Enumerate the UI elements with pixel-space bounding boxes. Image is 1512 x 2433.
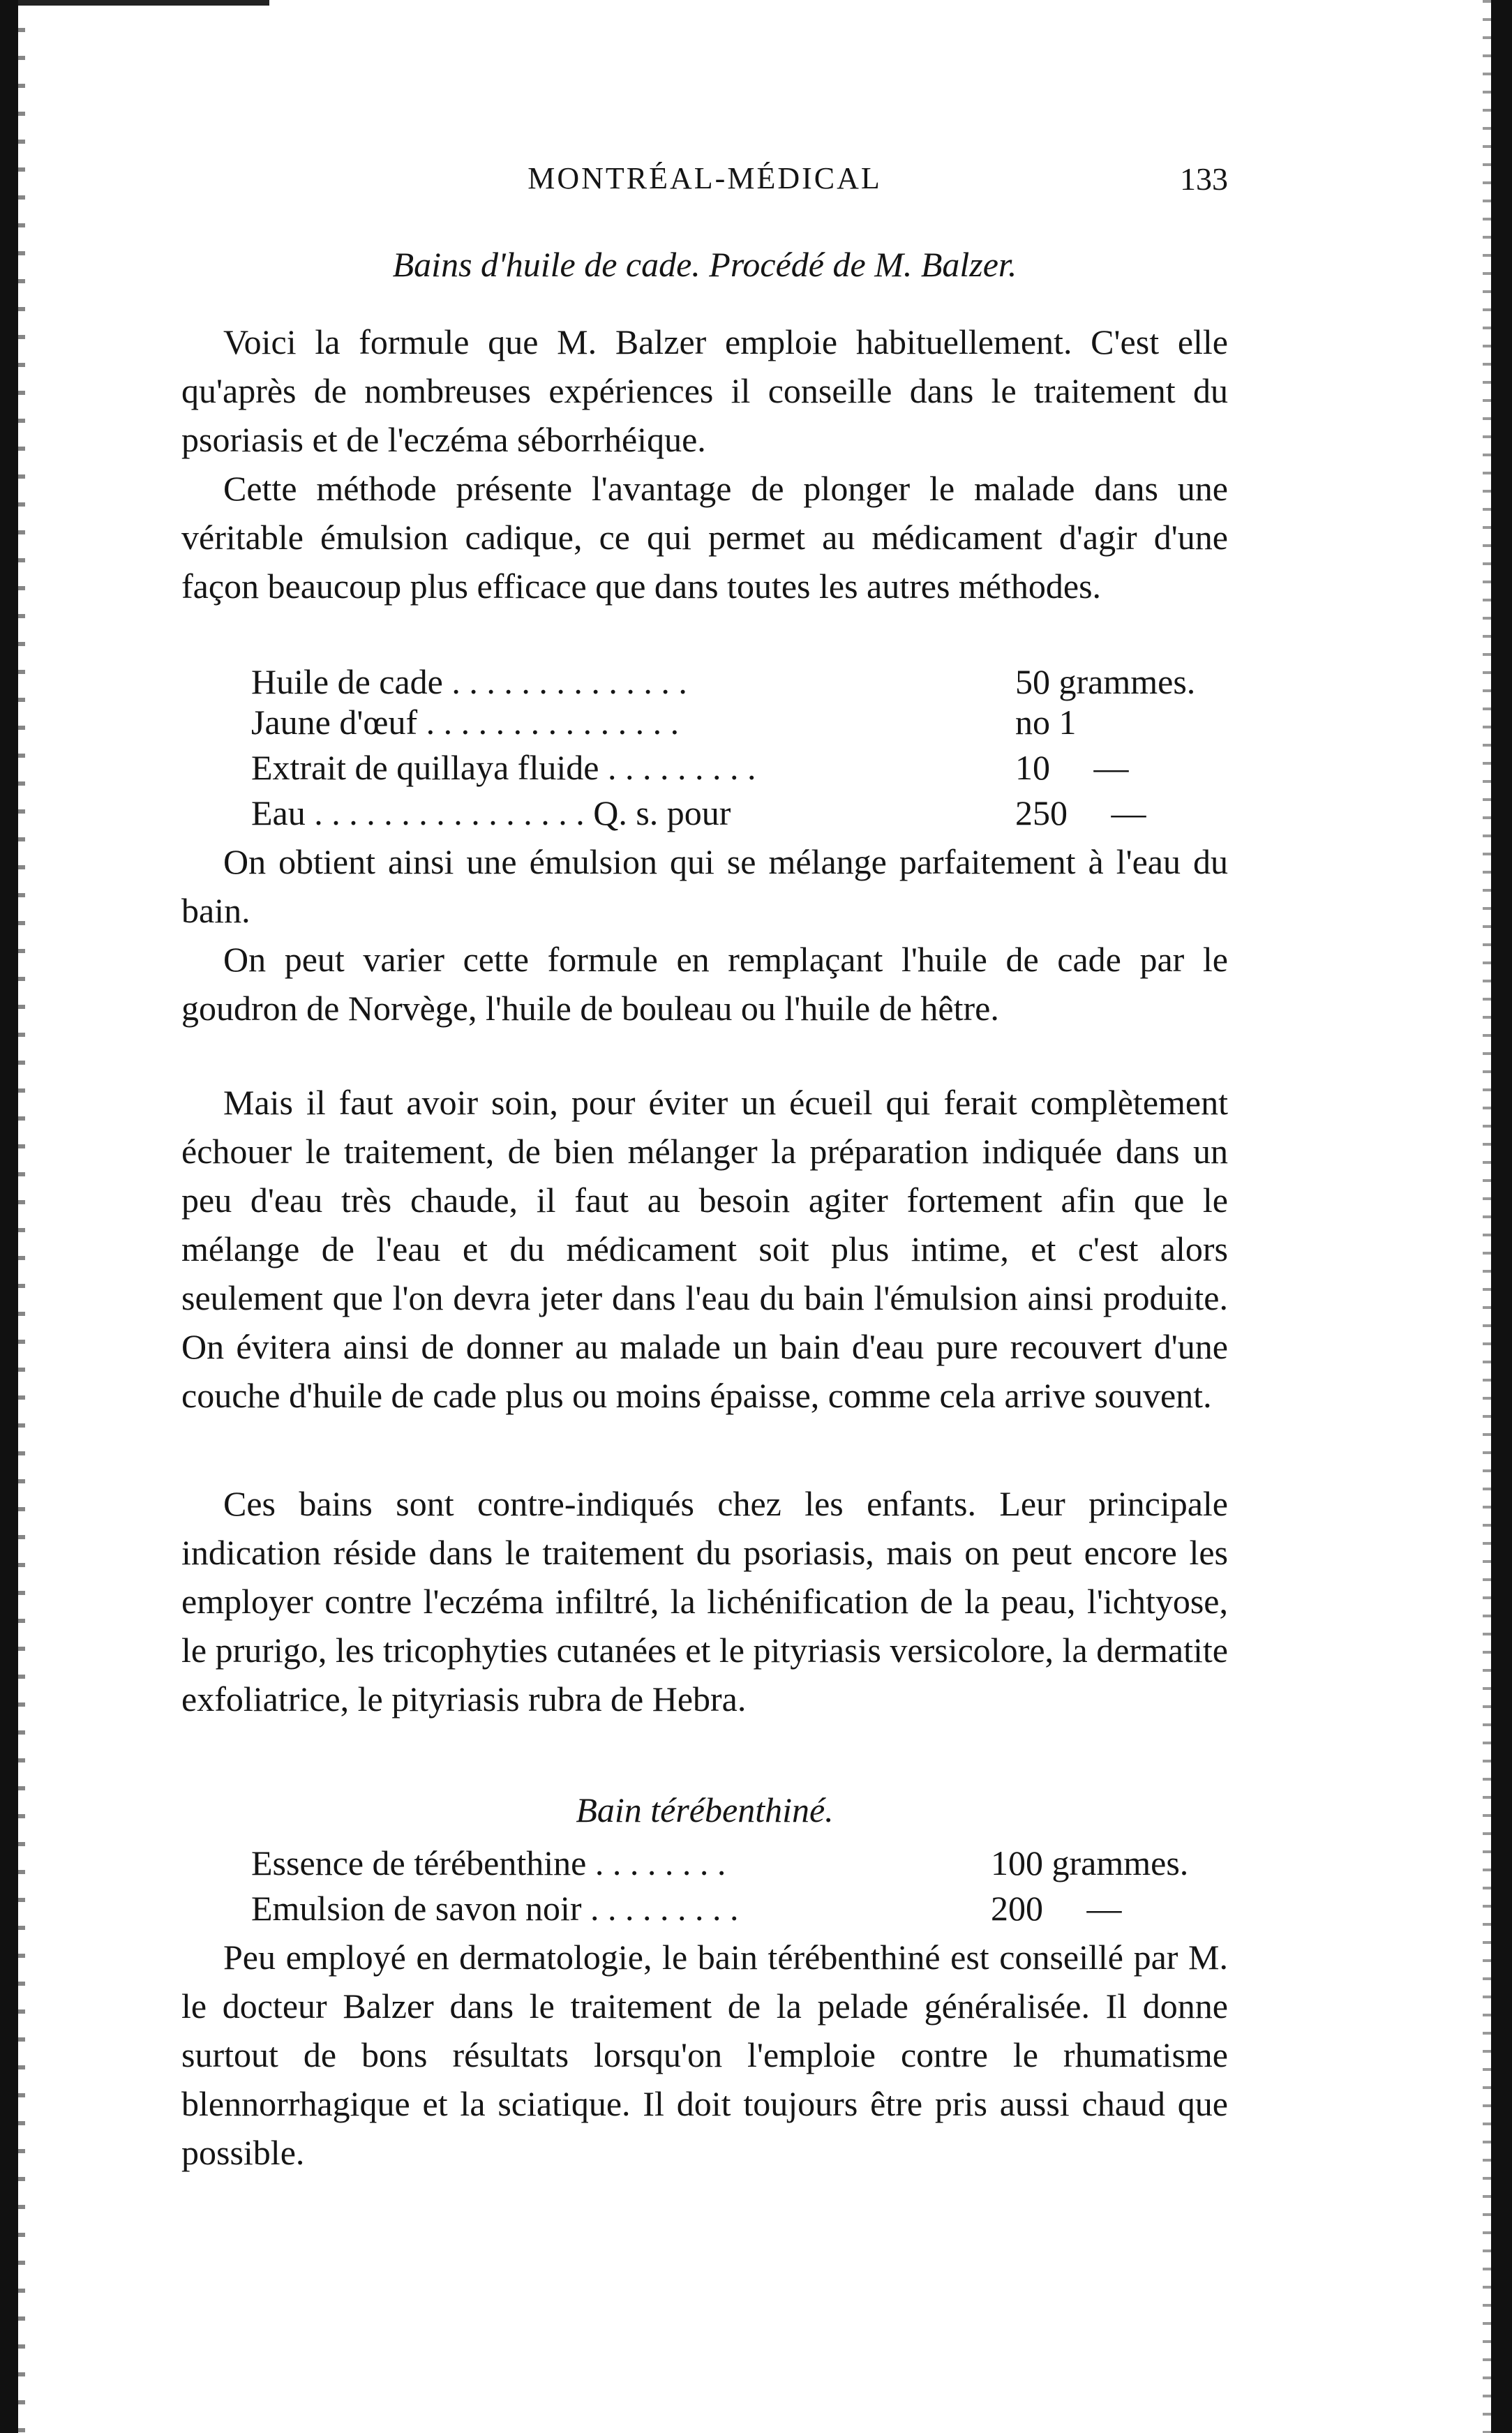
recipe-quantity: 10 — [1015, 748, 1129, 787]
recipe-ingredient: Eau . . . . . . . . . . . . . . . . Q. s. pour [251, 793, 731, 832]
paragraph-terebenthine: Peu employé en dermatologie, le bain térébenthiné est conseillé par M. le docteur Balzer dans le traitement de la pelade généralisée. Il donne surtout de bons résultats lorsqu'on l'emploie contre le rhumatisme blennorrhagique et la sciatique. Il doit toujours être pris aussi chaud que possible. [181, 1938, 1228, 2172]
recipe-ingredient: Jaune d'œuf . . . . . . . . . . . . . . . [251, 703, 680, 742]
paragraph-intro: Voici la formule que M. Balzer emploie habituellement. C'est elle qu'après de nombreuses expériences il conseille dans le traitement du psoriasis et de l'eczéma séborrhéique. [181, 322, 1228, 459]
page-header [181, 160, 1228, 216]
book-page [181, 0, 1228, 2433]
recipe-line [251, 743, 1228, 792]
recipe-line [251, 698, 1228, 747]
running-title: MONTRÉAL-MÉDICAL [527, 161, 882, 195]
scan-border-left-speckle [18, 0, 25, 2433]
recipe-quantity: 200 — [991, 1889, 1122, 1928]
recipe-quantity: 50 grammes. [1015, 662, 1196, 701]
recipe-ingredient: Essence de térébenthine . . . . . . . . [251, 1843, 726, 1882]
paragraph-indications: Ces bains sont contre-indiqués chez les enfants. Leur principale indication réside dans le traitement du psoriasis, mais on peut encore les employer contre l'eczéma infiltré, la lichénification de la peau, l'ichtyose, le prurigo, les tricophyties cutanées et le pityriasis versicolore, la dermatite exfoliatrice, le pityriasis rubra de Hebra. [181, 1484, 1228, 1719]
paragraph-method: Cette méthode présente l'avantage de plonger le malade dans une véritable émulsion cadique, ce qui permet au médicament d'agir d'une façon beaucoup plus efficace que dans toutes les autres méthodes. [181, 469, 1228, 606]
recipe-ingredient: Huile de cade . . . . . . . . . . . . . . [251, 662, 687, 701]
scan-border-right [1491, 0, 1512, 2433]
section-title-cade: Bains d'huile de cade. Procédé de M. Balzer. [392, 245, 1017, 284]
page-number: 133 [1180, 161, 1228, 197]
recipe-quantity: 250 — [1015, 793, 1146, 832]
scan-border-left [0, 0, 18, 2433]
section-title-terebenthine: Bain térébenthiné. [576, 1790, 834, 1829]
recipe-ingredient: Emulsion de savon noir . . . . . . . . . [251, 1889, 739, 1928]
recipe-quantity: 100 grammes. [991, 1843, 1189, 1882]
paragraph-variation: On peut varier cette formule en remplaçant l'huile de cade par le goudron de Norvège, l'huile de bouleau ou l'huile de hêtre. [181, 940, 1228, 1028]
recipe-line [251, 1884, 1228, 1933]
recipe-quantity: no 1 [1015, 703, 1077, 742]
recipe-ingredient: Extrait de quillaya fluide . . . . . . . . . [251, 748, 756, 787]
recipe-line [251, 788, 1228, 837]
scan-border-right-speckle [1483, 0, 1491, 2433]
paragraph-emulsion: On obtient ainsi une émulsion qui se mélange parfaitement à l'eau du bain. [181, 842, 1228, 930]
recipe-line [251, 1839, 1228, 1887]
paragraph-precaution: Mais il faut avoir soin, pour éviter un écueil qui ferait complètement échouer le traitement, de bien mélanger la préparation indiquée dans un peu d'eau très chaude, il faut au besoin agiter fortement afin que le mélange de l'eau et du médicament soit plus intime, et c'est alors seulement que l'on devra jeter dans l'eau du bain l'émulsion ainsi produite. On évitera ainsi de donner au malade un bain d'eau pure recouvert d'une couche d'huile de cade plus ou moins épaisse, comme cela arrive souvent. [181, 1083, 1228, 1415]
